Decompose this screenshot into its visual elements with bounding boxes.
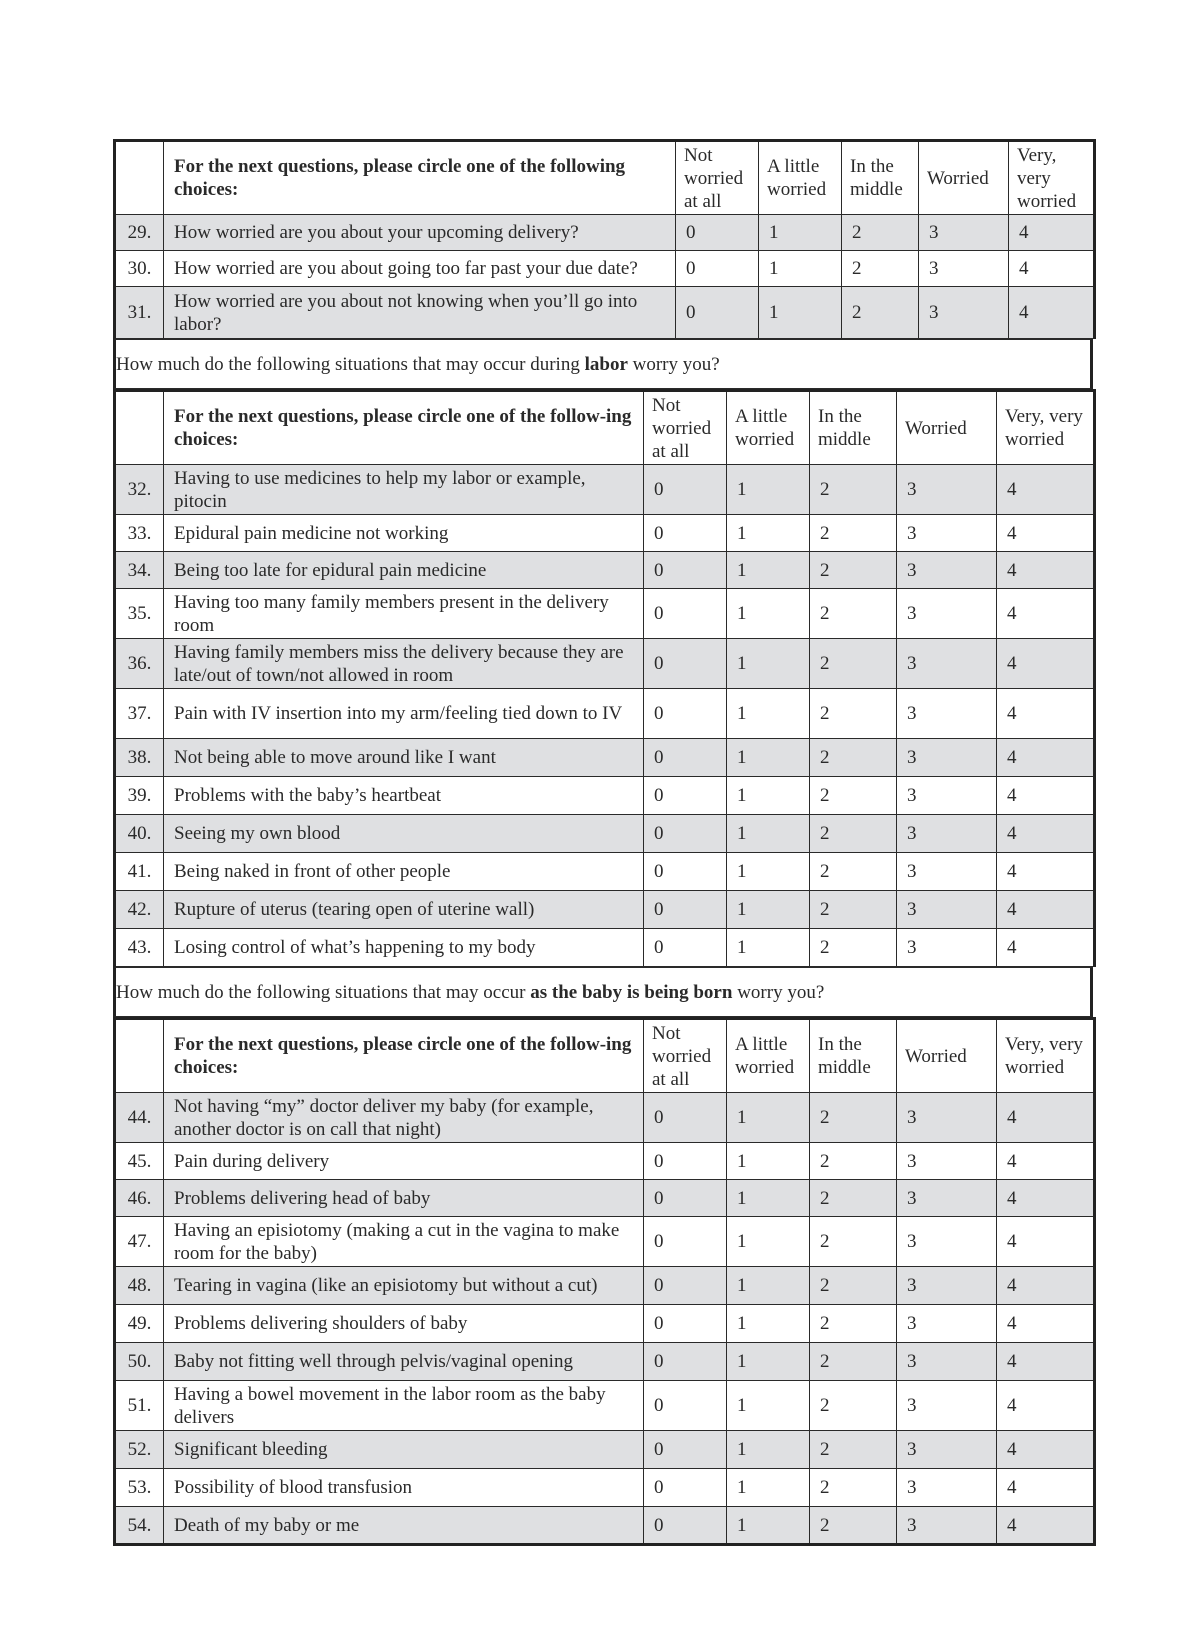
question-text: Rupture of uterus (tearing open of uterine wall) <box>164 891 644 929</box>
answer-option-3[interactable]: 3 <box>919 215 1009 251</box>
answer-option-0[interactable]: 0 <box>644 1431 727 1469</box>
question-text: Possibility of blood transfusion <box>164 1469 644 1507</box>
answer-option-4[interactable]: 4 <box>997 1507 1095 1545</box>
question-text: Problems delivering shoulders of baby <box>164 1305 644 1343</box>
question-row-29 <box>115 215 1095 251</box>
question-number: 34. <box>115 552 164 589</box>
question-number: 44. <box>115 1093 164 1143</box>
answer-option-2[interactable]: 2 <box>810 639 897 689</box>
answer-option-1[interactable]: 1 <box>727 1180 810 1217</box>
answer-option-3[interactable]: 3 <box>897 1143 997 1180</box>
question-row-45 <box>115 1143 1095 1180</box>
answer-option-2[interactable]: 2 <box>810 1143 897 1180</box>
question-row-35 <box>115 589 1095 639</box>
answer-option-0[interactable]: 0 <box>644 1343 727 1381</box>
question-number: 51. <box>115 1381 164 1431</box>
section-1-instruction: For the next questions, please circle one of the following choices: <box>164 141 676 215</box>
answer-option-0[interactable]: 0 <box>644 1507 727 1545</box>
question-text: Not being able to move around like I want <box>164 739 644 777</box>
question-number: 36. <box>115 639 164 689</box>
answer-option-2[interactable]: 2 <box>842 215 919 251</box>
answer-option-1[interactable]: 1 <box>727 1381 810 1431</box>
answer-option-3[interactable]: 3 <box>919 287 1009 339</box>
section-3-instruction: For the next questions, please circle one of the follow-ing choices: <box>164 1019 644 1093</box>
question-number: 54. <box>115 1507 164 1545</box>
question-row-49 <box>115 1305 1095 1343</box>
answer-option-0[interactable]: 0 <box>644 1093 727 1143</box>
answer-option-2[interactable]: 2 <box>810 515 897 552</box>
answer-option-1[interactable]: 1 <box>727 891 810 929</box>
question-row-33 <box>115 515 1095 552</box>
answer-option-4[interactable]: 4 <box>997 1469 1095 1507</box>
answer-option-2[interactable]: 2 <box>810 815 897 853</box>
answer-option-1[interactable]: 1 <box>727 739 810 777</box>
section-1-header-row <box>115 141 1095 215</box>
question-text: Having an episiotomy (making a cut in the vagina to make room for the baby) <box>164 1217 644 1267</box>
section-3-title <box>113 967 1093 1017</box>
answer-option-3[interactable]: 3 <box>897 1343 997 1381</box>
question-text: Problems delivering head of baby <box>164 1180 644 1217</box>
answer-option-3[interactable]: 3 <box>897 1180 997 1217</box>
choice-not-worried: Not worried at all <box>644 1019 727 1093</box>
question-number: 30. <box>115 251 164 287</box>
question-row-38 <box>115 739 1095 777</box>
question-text: Having to use medicines to help my labor or example, pitocin <box>164 465 644 515</box>
answer-option-4[interactable]: 4 <box>997 739 1095 777</box>
choice-worried: Worried <box>919 141 1009 215</box>
question-number: 47. <box>115 1217 164 1267</box>
answer-option-3[interactable]: 3 <box>897 1305 997 1343</box>
answer-option-1[interactable]: 1 <box>727 1093 810 1143</box>
question-number: 40. <box>115 815 164 853</box>
answer-option-1[interactable]: 1 <box>727 1305 810 1343</box>
question-number: 43. <box>115 929 164 967</box>
question-row-31 <box>115 287 1095 339</box>
answer-option-0[interactable]: 0 <box>644 515 727 552</box>
answer-option-2[interactable]: 2 <box>810 465 897 515</box>
answer-option-3[interactable]: 3 <box>919 251 1009 287</box>
section-3-table <box>113 1017 1096 1546</box>
section-2-title-pre: How much do the following situations that may occur during <box>116 354 585 375</box>
question-row-32 <box>115 465 1095 515</box>
answer-option-0[interactable]: 0 <box>644 639 727 689</box>
answer-option-3[interactable]: 3 <box>897 891 997 929</box>
question-row-51 <box>115 1381 1095 1431</box>
question-row-37 <box>115 689 1095 739</box>
question-row-36 <box>115 639 1095 689</box>
answer-option-2[interactable]: 2 <box>810 891 897 929</box>
answer-option-4[interactable]: 4 <box>997 929 1095 967</box>
answer-option-4[interactable]: 4 <box>997 1343 1095 1381</box>
answer-option-0[interactable]: 0 <box>644 929 727 967</box>
section-3-title-post: worry you? <box>732 982 825 1003</box>
question-row-34 <box>115 552 1095 589</box>
answer-option-2[interactable]: 2 <box>810 1343 897 1381</box>
answer-option-3[interactable]: 3 <box>897 777 997 815</box>
answer-option-2[interactable]: 2 <box>810 689 897 739</box>
choice-very-very-worried: Very, very worried <box>997 391 1095 465</box>
question-text: Having too many family members present in the delivery room <box>164 589 644 639</box>
question-row-39 <box>115 777 1095 815</box>
answer-option-4[interactable]: 4 <box>997 1143 1095 1180</box>
answer-option-0[interactable]: 0 <box>676 251 759 287</box>
questionnaire-document <box>113 139 1093 1546</box>
section-2-title <box>113 339 1093 389</box>
question-number: 42. <box>115 891 164 929</box>
choice-a-little-worried: A little worried <box>727 1019 810 1093</box>
answer-option-1[interactable]: 1 <box>727 1267 810 1305</box>
answer-option-4[interactable]: 4 <box>1009 251 1095 287</box>
section-2-header-row <box>115 391 1095 465</box>
question-text: Baby not fitting well through pelvis/vaginal opening <box>164 1343 644 1381</box>
question-number: 45. <box>115 1143 164 1180</box>
answer-option-4[interactable]: 4 <box>997 1431 1095 1469</box>
answer-option-4[interactable]: 4 <box>997 1180 1095 1217</box>
question-number: 31. <box>115 287 164 339</box>
answer-option-3[interactable]: 3 <box>897 1217 997 1267</box>
question-row-43 <box>115 929 1095 967</box>
answer-option-0[interactable]: 0 <box>644 552 727 589</box>
choice-in-the-middle: In the middle <box>810 391 897 465</box>
answer-option-3[interactable]: 3 <box>897 689 997 739</box>
choice-a-little-worried: A little worried <box>759 141 842 215</box>
answer-option-4[interactable]: 4 <box>1009 287 1095 339</box>
answer-option-4[interactable]: 4 <box>997 639 1095 689</box>
answer-option-3[interactable]: 3 <box>897 515 997 552</box>
question-number: 37. <box>115 689 164 739</box>
section-2-table <box>113 389 1096 967</box>
answer-option-3[interactable]: 3 <box>897 1507 997 1545</box>
question-row-44 <box>115 1093 1095 1143</box>
answer-option-2[interactable]: 2 <box>810 1267 897 1305</box>
answer-option-0[interactable]: 0 <box>644 1180 727 1217</box>
question-row-48 <box>115 1267 1095 1305</box>
section-1-table <box>113 139 1096 339</box>
answer-option-0[interactable]: 0 <box>644 689 727 739</box>
section-3-title-pre: How much do the following situations that may occur <box>116 982 531 1003</box>
question-number: 32. <box>115 465 164 515</box>
answer-option-2[interactable]: 2 <box>842 287 919 339</box>
question-text: Being too late for epidural pain medicine <box>164 552 644 589</box>
answer-option-3[interactable]: 3 <box>897 739 997 777</box>
answer-option-3[interactable]: 3 <box>897 1381 997 1431</box>
answer-option-2[interactable]: 2 <box>810 777 897 815</box>
choice-not-worried: Not worried at all <box>676 141 759 215</box>
question-number: 35. <box>115 589 164 639</box>
question-text: Problems with the baby’s heartbeat <box>164 777 644 815</box>
header-number-cell <box>115 141 164 215</box>
answer-option-3[interactable]: 3 <box>897 815 997 853</box>
answer-option-3[interactable]: 3 <box>897 929 997 967</box>
answer-option-3[interactable]: 3 <box>897 1093 997 1143</box>
question-row-40 <box>115 815 1095 853</box>
question-row-30 <box>115 251 1095 287</box>
question-text: Tearing in vagina (like an episiotomy but without a cut) <box>164 1267 644 1305</box>
question-number: 29. <box>115 215 164 251</box>
question-row-54 <box>115 1507 1095 1545</box>
question-text: Seeing my own blood <box>164 815 644 853</box>
answer-option-0[interactable]: 0 <box>644 891 727 929</box>
answer-option-2[interactable]: 2 <box>810 1507 897 1545</box>
section-3-header-row <box>115 1019 1095 1093</box>
question-number: 49. <box>115 1305 164 1343</box>
answer-option-1[interactable]: 1 <box>727 552 810 589</box>
answer-option-2[interactable]: 2 <box>810 589 897 639</box>
section-3-title-bold: as the baby is being born <box>530 982 733 1003</box>
answer-option-2[interactable]: 2 <box>810 1093 897 1143</box>
question-number: 46. <box>115 1180 164 1217</box>
question-number: 41. <box>115 853 164 891</box>
answer-option-1[interactable]: 1 <box>727 777 810 815</box>
answer-option-0[interactable]: 0 <box>644 1267 727 1305</box>
answer-option-4[interactable]: 4 <box>997 1217 1095 1267</box>
answer-option-4[interactable]: 4 <box>997 689 1095 739</box>
question-number: 39. <box>115 777 164 815</box>
question-text: Not having “my” doctor deliver my baby (for example, another doctor is on call that night) <box>164 1093 644 1143</box>
choice-not-worried: Not worried at all <box>644 391 727 465</box>
question-text: Pain with IV insertion into my arm/feeling tied down to IV <box>164 689 644 739</box>
question-text: Being naked in front of other people <box>164 853 644 891</box>
answer-option-1[interactable]: 1 <box>727 689 810 739</box>
answer-option-3[interactable]: 3 <box>897 1469 997 1507</box>
answer-option-1[interactable]: 1 <box>727 815 810 853</box>
answer-option-4[interactable]: 4 <box>997 465 1095 515</box>
answer-option-4[interactable]: 4 <box>997 815 1095 853</box>
question-row-53 <box>115 1469 1095 1507</box>
answer-option-0[interactable]: 0 <box>676 287 759 339</box>
answer-option-2[interactable]: 2 <box>810 552 897 589</box>
answer-option-0[interactable]: 0 <box>644 815 727 853</box>
question-text: Pain during delivery <box>164 1143 644 1180</box>
answer-option-0[interactable]: 0 <box>644 1217 727 1267</box>
question-text: Significant bleeding <box>164 1431 644 1469</box>
choice-in-the-middle: In the middle <box>842 141 919 215</box>
choice-a-little-worried: A little worried <box>727 391 810 465</box>
answer-option-1[interactable]: 1 <box>727 1143 810 1180</box>
answer-option-4[interactable]: 4 <box>997 1305 1095 1343</box>
section-2-title-bold: labor <box>584 354 628 375</box>
answer-option-0[interactable]: 0 <box>644 1381 727 1431</box>
question-number: 50. <box>115 1343 164 1381</box>
answer-option-2[interactable]: 2 <box>810 929 897 967</box>
answer-option-1[interactable]: 1 <box>727 929 810 967</box>
question-row-41 <box>115 853 1095 891</box>
answer-option-1[interactable]: 1 <box>727 465 810 515</box>
choice-worried: Worried <box>897 391 997 465</box>
answer-option-2[interactable]: 2 <box>842 251 919 287</box>
answer-option-0[interactable]: 0 <box>644 739 727 777</box>
choice-worried: Worried <box>897 1019 997 1093</box>
answer-option-2[interactable]: 2 <box>810 1431 897 1469</box>
choice-very-very-worried: Very, very worried <box>997 1019 1095 1093</box>
question-number: 53. <box>115 1469 164 1507</box>
answer-option-4[interactable]: 4 <box>997 777 1095 815</box>
answer-option-3[interactable]: 3 <box>897 1431 997 1469</box>
answer-option-4[interactable]: 4 <box>997 1267 1095 1305</box>
answer-option-2[interactable]: 2 <box>810 1305 897 1343</box>
answer-option-2[interactable]: 2 <box>810 1217 897 1267</box>
answer-option-0[interactable]: 0 <box>644 1305 727 1343</box>
answer-option-4[interactable]: 4 <box>997 1093 1095 1143</box>
answer-option-1[interactable]: 1 <box>727 589 810 639</box>
answer-option-4[interactable]: 4 <box>1009 215 1095 251</box>
section-2-instruction: For the next questions, please circle one of the follow-ing choices: <box>164 391 644 465</box>
answer-option-3[interactable]: 3 <box>897 589 997 639</box>
question-row-46 <box>115 1180 1095 1217</box>
question-text: How worried are you about not knowing when you’ll go into labor? <box>164 287 676 339</box>
question-row-47 <box>115 1217 1095 1267</box>
answer-option-1[interactable]: 1 <box>727 853 810 891</box>
question-text: Death of my baby or me <box>164 1507 644 1545</box>
answer-option-4[interactable]: 4 <box>997 1381 1095 1431</box>
answer-option-2[interactable]: 2 <box>810 1180 897 1217</box>
answer-option-1[interactable]: 1 <box>727 1217 810 1267</box>
answer-option-0[interactable]: 0 <box>644 465 727 515</box>
answer-option-2[interactable]: 2 <box>810 1469 897 1507</box>
answer-option-3[interactable]: 3 <box>897 853 997 891</box>
question-row-42 <box>115 891 1095 929</box>
answer-option-2[interactable]: 2 <box>810 1381 897 1431</box>
question-text: Epidural pain medicine not working <box>164 515 644 552</box>
question-row-50 <box>115 1343 1095 1381</box>
answer-option-1[interactable]: 1 <box>759 251 842 287</box>
answer-option-0[interactable]: 0 <box>644 1143 727 1180</box>
answer-option-4[interactable]: 4 <box>997 891 1095 929</box>
question-number: 52. <box>115 1431 164 1469</box>
answer-option-1[interactable]: 1 <box>759 215 842 251</box>
answer-option-1[interactable]: 1 <box>727 1343 810 1381</box>
answer-option-4[interactable]: 4 <box>997 515 1095 552</box>
question-text: How worried are you about going too far past your due date? <box>164 251 676 287</box>
question-row-52 <box>115 1431 1095 1469</box>
answer-option-1[interactable]: 1 <box>727 515 810 552</box>
choice-very-very-worried: Very, very worried <box>1009 141 1095 215</box>
question-text: How worried are you about your upcoming delivery? <box>164 215 676 251</box>
question-number: 48. <box>115 1267 164 1305</box>
answer-option-0[interactable]: 0 <box>644 1469 727 1507</box>
answer-option-4[interactable]: 4 <box>997 589 1095 639</box>
answer-option-1[interactable]: 1 <box>759 287 842 339</box>
answer-option-3[interactable]: 3 <box>897 1267 997 1305</box>
answer-option-1[interactable]: 1 <box>727 1431 810 1469</box>
answer-option-4[interactable]: 4 <box>997 552 1095 589</box>
answer-option-4[interactable]: 4 <box>997 853 1095 891</box>
answer-option-1[interactable]: 1 <box>727 1469 810 1507</box>
answer-option-0[interactable]: 0 <box>644 589 727 639</box>
question-text: Having a bowel movement in the labor room as the baby delivers <box>164 1381 644 1431</box>
answer-option-1[interactable]: 1 <box>727 639 810 689</box>
answer-option-2[interactable]: 2 <box>810 739 897 777</box>
answer-option-2[interactable]: 2 <box>810 853 897 891</box>
answer-option-1[interactable]: 1 <box>727 1507 810 1545</box>
choice-in-the-middle: In the middle <box>810 1019 897 1093</box>
answer-option-3[interactable]: 3 <box>897 465 997 515</box>
answer-option-3[interactable]: 3 <box>897 639 997 689</box>
answer-option-3[interactable]: 3 <box>897 552 997 589</box>
answer-option-0[interactable]: 0 <box>676 215 759 251</box>
question-text: Having family members miss the delivery because they are late/out of town/not allowed in room <box>164 639 644 689</box>
question-text: Losing control of what’s happening to my body <box>164 929 644 967</box>
header-number-cell <box>115 391 164 465</box>
question-number: 33. <box>115 515 164 552</box>
answer-option-0[interactable]: 0 <box>644 777 727 815</box>
question-number: 38. <box>115 739 164 777</box>
answer-option-0[interactable]: 0 <box>644 853 727 891</box>
header-number-cell <box>115 1019 164 1093</box>
section-2-title-post: worry you? <box>627 354 720 375</box>
